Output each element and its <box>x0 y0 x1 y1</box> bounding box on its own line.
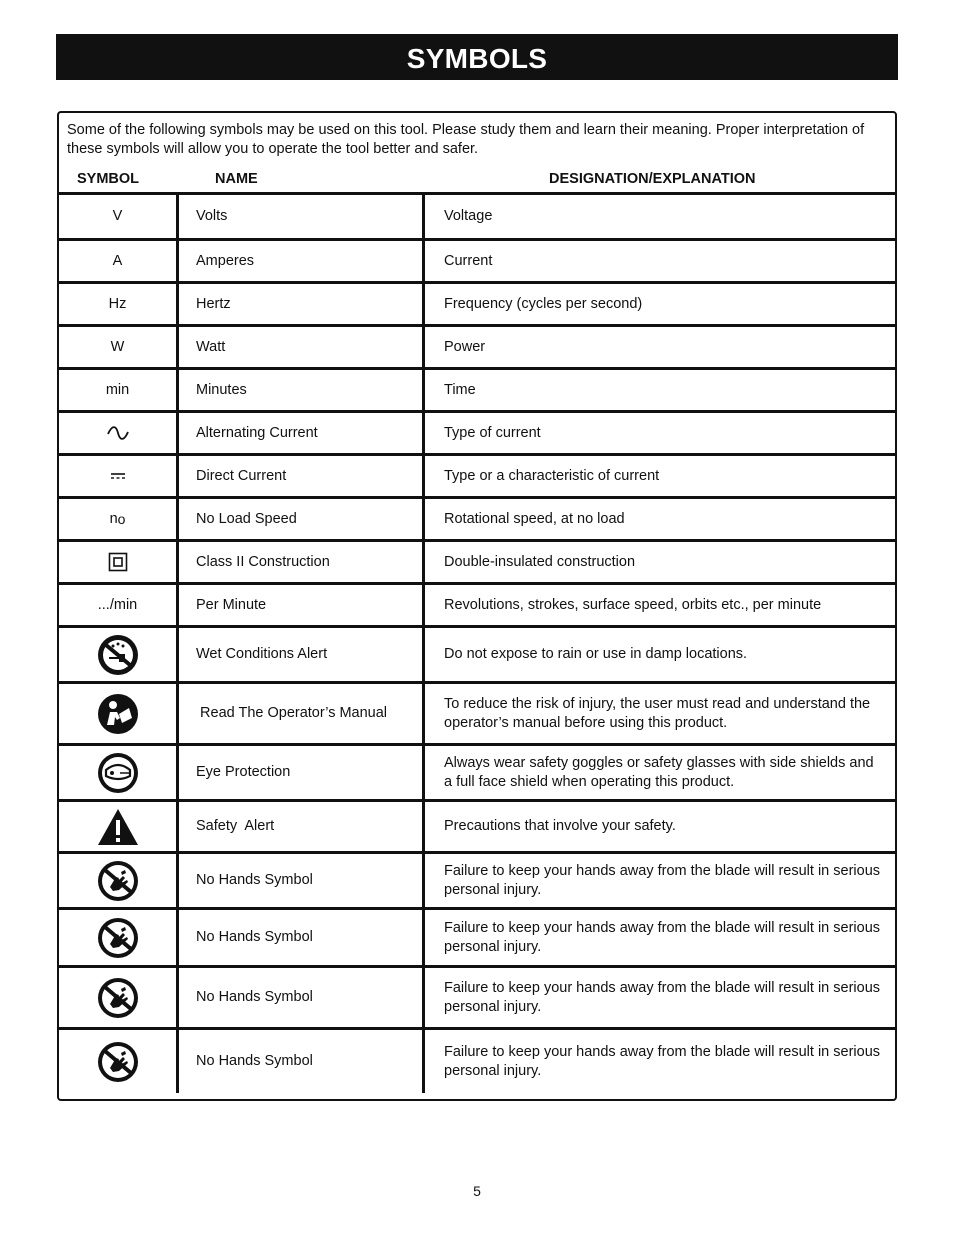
symbol-cell <box>59 802 176 851</box>
designation-cell: Always wear safety goggles or safety glasses with side shields and a full face shield when operating this product. <box>422 746 895 799</box>
name-cell: Per Minute <box>176 585 422 625</box>
designation-cell: Frequency (cycles per second) <box>422 284 895 324</box>
read-manual-icon <box>96 692 140 736</box>
name-cell: Safety Alert <box>176 802 422 851</box>
designation-cell: Double-insulated construction <box>422 542 895 582</box>
symbol-text: n <box>109 510 118 527</box>
table-row <box>59 539 895 582</box>
symbol-cell <box>59 854 176 907</box>
name-cell: Minutes <box>176 370 422 410</box>
designation-cell: Do not expose to rain or use in damp locations. <box>422 628 895 681</box>
direct-current-icon <box>109 471 127 481</box>
class-ii-icon <box>108 552 128 572</box>
designation-cell: Failure to keep your hands away from the blade will result in serious personal injury. <box>422 854 895 907</box>
name-cell: Amperes <box>176 241 422 281</box>
table-row <box>59 496 895 539</box>
no-hands-icon <box>96 916 140 960</box>
column-header-name: NAME <box>215 171 258 187</box>
symbol-text: A <box>112 252 123 269</box>
name-cell: Volts <box>176 195 422 238</box>
page-number: 5 <box>473 1183 481 1199</box>
symbol-cell <box>59 746 176 799</box>
name-cell: No Hands Symbol <box>176 910 422 965</box>
symbol-subscript: o <box>117 510 126 527</box>
symbol-cell <box>59 684 176 743</box>
table-row <box>59 965 895 1027</box>
designation-cell: To reduce the risk of injury, the user must read and understand the operator’s manual before using this product. <box>422 684 895 743</box>
symbols-table <box>59 192 895 1093</box>
safety-alert-icon <box>96 807 140 847</box>
symbol-cell <box>59 370 176 410</box>
table-row <box>59 1027 895 1093</box>
alternating-current-icon <box>106 425 130 441</box>
no-hands-icon <box>96 859 140 903</box>
table-row <box>59 410 895 453</box>
symbol-cell <box>59 628 176 681</box>
table-row <box>59 625 895 681</box>
symbol-cell <box>59 542 176 582</box>
table-row <box>59 324 895 367</box>
symbol-cell <box>59 585 176 625</box>
table-row <box>59 851 895 907</box>
name-cell: No Hands Symbol <box>176 1030 422 1093</box>
symbol-cell <box>59 241 176 281</box>
name-cell: No Hands Symbol <box>176 968 422 1027</box>
designation-cell: Failure to keep your hands away from the blade will result in serious personal injury. <box>422 968 895 1027</box>
symbol-cell <box>59 499 176 539</box>
designation-cell: Type of current <box>422 413 895 453</box>
symbol-text: min <box>105 381 130 398</box>
symbol-cell <box>59 1030 176 1093</box>
name-cell: Eye Protection <box>176 746 422 799</box>
designation-cell: Failure to keep your hands away from the blade will result in serious personal injury. <box>422 1030 895 1093</box>
no-hands-icon <box>96 976 140 1020</box>
table-row <box>59 582 895 625</box>
designation-cell: Rotational speed, at no load <box>422 499 895 539</box>
name-cell: Alternating Current <box>176 413 422 453</box>
designation-cell: Revolutions, strokes, surface speed, orbits etc., per minute <box>422 585 895 625</box>
table-row <box>59 281 895 324</box>
symbol-cell <box>59 968 176 1027</box>
designation-cell: Precautions that involve your safety. <box>422 802 895 851</box>
column-header-symbol: SYMBOL <box>77 171 140 187</box>
name-cell: Watt <box>176 327 422 367</box>
symbol-cell <box>59 413 176 453</box>
intro-text: Some of the following symbols may be used on this tool. Please study them and learn their meaning. Proper interpretation of these symbols will allow you to operate the tool better and safer. <box>67 122 865 157</box>
designation-cell: Time <box>422 370 895 410</box>
table-row <box>59 238 895 281</box>
name-cell: No Load Speed <box>176 499 422 539</box>
table-row <box>59 192 895 238</box>
name-cell: Wet Conditions Alert <box>176 628 422 681</box>
table-row <box>59 367 895 410</box>
symbols-table-box <box>57 111 897 1101</box>
table-row <box>59 453 895 496</box>
symbol-cell <box>59 284 176 324</box>
table-row <box>59 799 895 851</box>
page-title: SYMBOLS <box>406 43 548 74</box>
symbol-text: .../min <box>97 596 138 613</box>
symbol-cell <box>59 327 176 367</box>
table-row <box>59 907 895 965</box>
page-title-bar <box>56 34 898 80</box>
symbol-cell <box>59 456 176 496</box>
name-cell: Hertz <box>176 284 422 324</box>
symbol-text: Hz <box>108 295 127 312</box>
symbol-cell <box>59 910 176 965</box>
name-cell: Class II Construction <box>176 542 422 582</box>
name-cell: Read The Operator’s Manual <box>176 684 422 743</box>
designation-cell: Type or a characteristic of current <box>422 456 895 496</box>
designation-cell: Voltage <box>422 195 895 238</box>
name-cell: Direct Current <box>176 456 422 496</box>
name-cell: No Hands Symbol <box>176 854 422 907</box>
designation-cell: Current <box>422 241 895 281</box>
symbol-text: W <box>110 338 125 355</box>
no-hands-icon <box>96 1040 140 1084</box>
table-row <box>59 743 895 799</box>
eye-protection-icon <box>96 751 140 795</box>
column-header-designation: DESIGNATION/EXPLANATION <box>549 171 756 187</box>
symbol-text: V <box>112 208 123 224</box>
designation-cell: Failure to keep your hands away from the blade will result in serious personal injury. <box>422 910 895 965</box>
wet-conditions-icon <box>96 633 140 677</box>
table-row <box>59 681 895 743</box>
symbol-cell <box>59 195 176 238</box>
designation-cell: Power <box>422 327 895 367</box>
